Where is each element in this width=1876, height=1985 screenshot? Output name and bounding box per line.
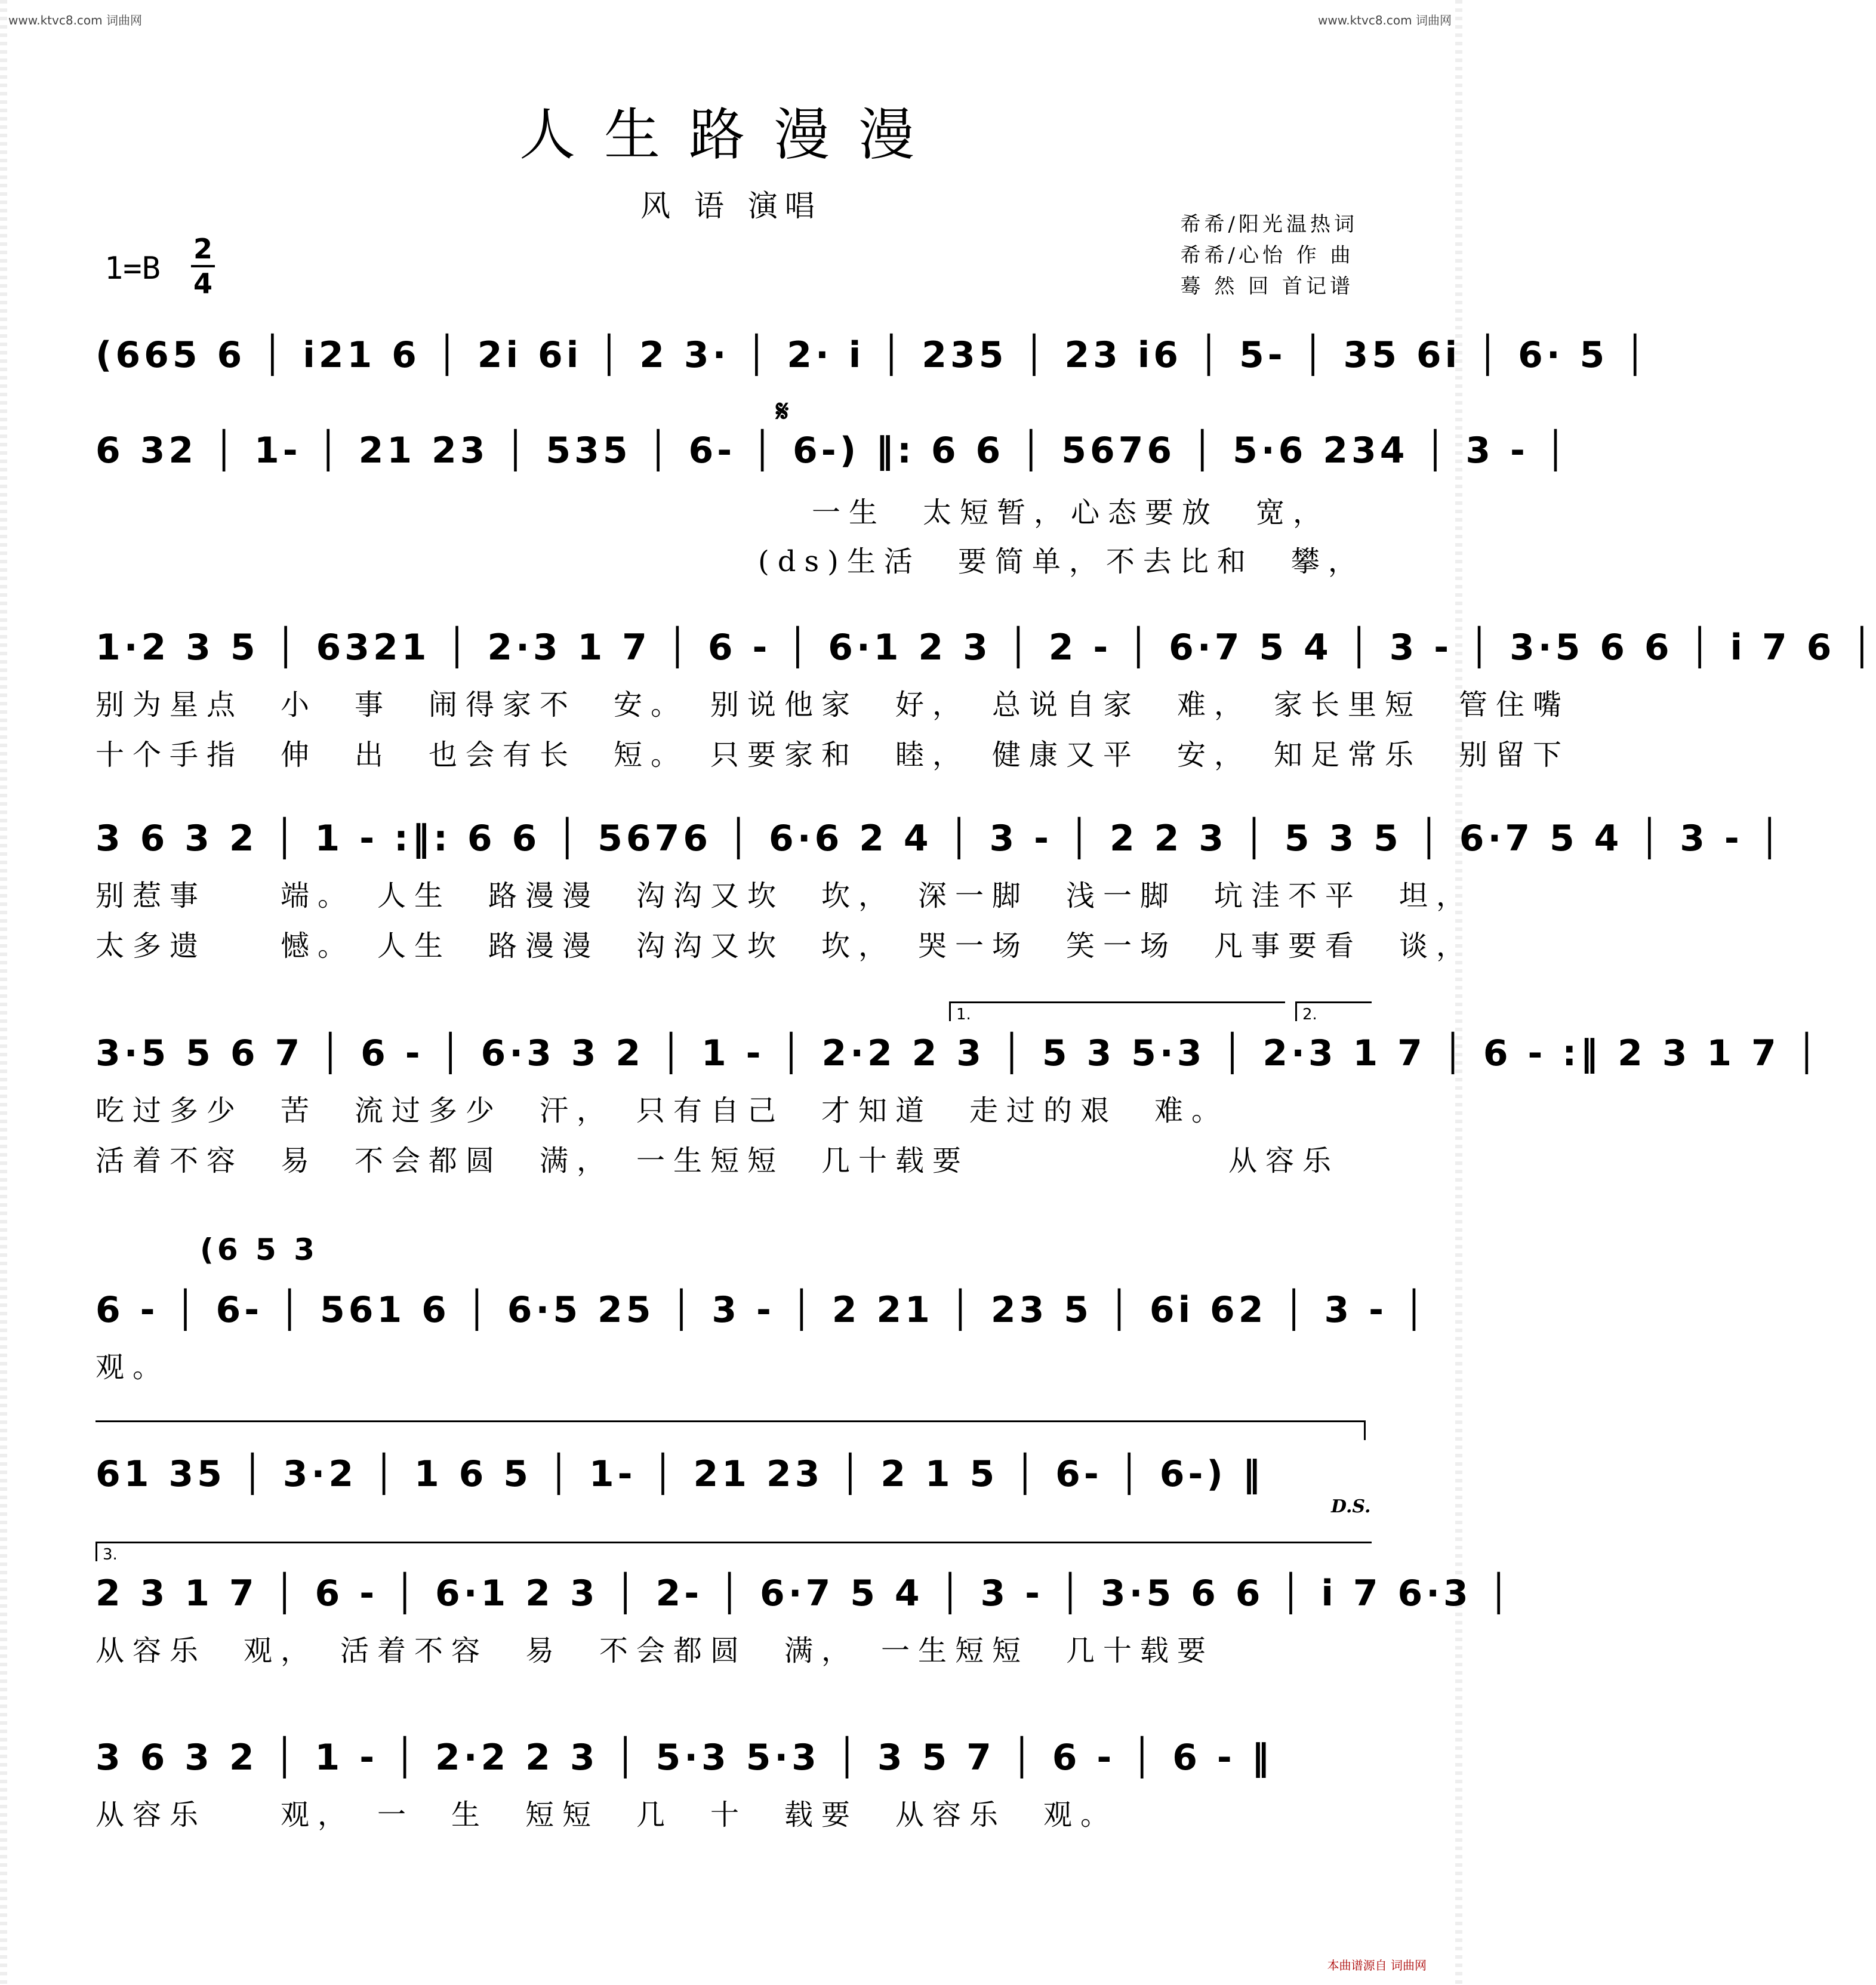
key-signature: 1=B (104, 251, 161, 286)
meter-bottom: 4 (193, 267, 212, 300)
credits (1181, 209, 1358, 302)
notation-line: 6 - │ 6- │ 561 6 │ 6·5 25 │ 3 - │ 2 21 │ 23 5 │ 6i 62 │ 3 - │ (96, 1289, 1429, 1331)
lyric-verse-2: 太多遗 憾。 人生 路漫漫 沟沟又坎 坎， 哭一场 笑一场 凡事要看 谈， (96, 929, 1474, 963)
transcriber-credit: 蓦 然 回 首记谱 (1180, 275, 1354, 298)
notation-line: (665 6 │ i21 6 │ 2i 6i │ 2 3· │ 2· i │ 235 │ 23 i6 │ 5- │ 35 6i │ 6· 5 │ (96, 334, 1650, 376)
volta-bracket-1 (949, 1001, 1285, 1021)
site-watermark-left: www.ktvc8.com 词曲网 (8, 13, 143, 27)
section-bracket (96, 1420, 1366, 1440)
notation-line: 1·2 3 5 │ 6321 │ 2·3 1 7 │ 6 - │ 6·1 2 3 │ 2 - │ 6·7 5 4 │ 3 - │ 3·5 6 6 │ i 7 6 │ (96, 627, 1876, 668)
time-signature (191, 234, 215, 298)
lyric-verse-1: 吃过多少 苦 流过多少 汗， 只有自己 才知道 走过的艰 难。 (96, 1094, 1229, 1127)
lyric-verse-2: (ds)生活 要简单，不去比和 攀， (758, 545, 1365, 578)
segno-icon: 𝄋 (776, 394, 789, 429)
notation-line: 2 3 1 7 │ 6 - │ 6·1 2 3 │ 2- │ 6·7 5 4 │ 3 - │ 3·5 6 6 │ i 7 6·3 │ (96, 1573, 1513, 1614)
right-margin-strip (1455, 0, 1462, 1985)
composer-credit: 希希/心怡 作 曲 (1180, 243, 1354, 267)
performer: 风 语 演唱 (640, 189, 822, 223)
site-watermark-right: www.ktvc8.com 词曲网 (1317, 13, 1452, 27)
meter-top: 2 (193, 233, 212, 265)
notation-line: 3·5 5 6 7 │ 6 - │ 6·3 3 2 │ 1 - │ 2·2 2 3 │ 5 3 5·3 │ 2·3 1 7 │ 6 - :‖ 2 3 1 7 │ (96, 1032, 1821, 1074)
volta-3-label: 3. (103, 1546, 118, 1564)
song-title: 人生路漫漫 (519, 103, 943, 168)
lyric-verse-1: 别惹事 端。 人生 路漫漫 沟沟又坎 坎， 深一脚 浅一脚 坑洼不平 坦， (96, 879, 1474, 913)
pickup-notes: (6 5 3 (200, 1232, 319, 1267)
lyric-verse-1: 观。 (96, 1351, 170, 1384)
lyricist-credit: 希希/阳光温热词 (1180, 212, 1358, 236)
notation-line: 3 6 3 2 │ 1 - │ 2·2 2 3 │ 5·3 5·3 │ 3 5 7 │ 6 - │ 6 - ‖ (96, 1737, 1273, 1779)
notation-line: 3 6 3 2 │ 1 - :‖: 6 6 │ 5676 │ 6·6 2 4 │ 3 - │ 2 2 3 │ 5 3 5 │ 6·7 5 4 │ 3 - │ (96, 818, 1784, 859)
lyric-verse-1: 一生 太短暂，心态要放 宽， (812, 496, 1330, 529)
notation-line: 61 35 │ 3·2 │ 1 6 5 │ 1- │ 21 23 │ 2 1 5 │ 6- │ 6-) ‖ (96, 1453, 1264, 1495)
dal-segno-marker: D.S. (1331, 1496, 1371, 1517)
volta-bracket-3 (96, 1542, 1372, 1561)
volta-1-label: 1. (956, 1006, 971, 1024)
notation-line: 6 32 │ 1- │ 21 23 │ 535 │ 6- │ 6-) ‖: 6 6 │ 5676 │ 5·6 234 │ 3 - │ (96, 430, 1570, 471)
left-margin-strip (0, 0, 7, 1985)
footer-source: 本曲谱源自 词曲网 (1327, 1958, 1427, 1972)
lyric-verse-1: 从容乐 观， 活着不容 易 不会都圆 满， 一生短短 几十载要 (96, 1634, 1215, 1667)
lyric-verse-2: 活着不容 易 不会都圆 满， 一生短短 几十载要 从容乐 (96, 1144, 1340, 1178)
lyric-verse-2: 十个手指 伸 出 也会有长 短。 只要家和 睦， 健康又平 安， 知足常乐 别留下 (96, 738, 1570, 772)
lyric-verse-1: 从容乐 观， 一 生 短短 几 十 载要 从容乐 观。 (96, 1798, 1118, 1832)
volta-2-label: 2. (1302, 1006, 1317, 1024)
lyric-verse-1: 别为星点 小 事 闹得家不 安。 别说他家 好， 总说自家 难， 家长里短 管住嘴 (96, 688, 1570, 722)
